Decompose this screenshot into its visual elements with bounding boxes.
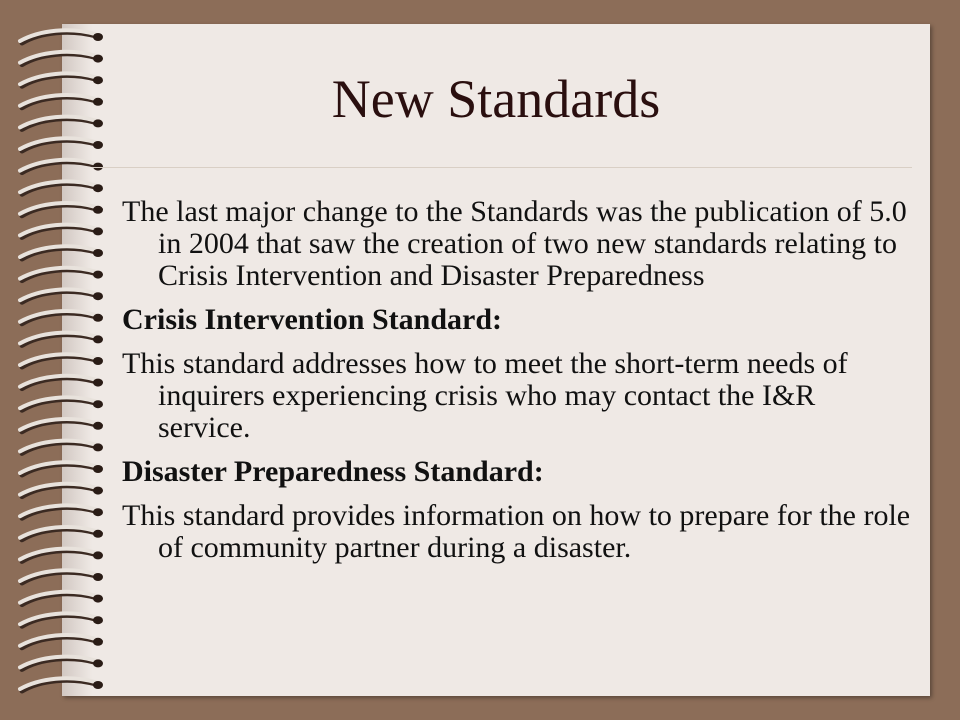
disaster-preparedness-text: This standard provides information on how to prepare for the role of community partner during a disaster. bbox=[122, 499, 911, 564]
spiral-ring bbox=[20, 52, 103, 65]
slide-title: New Standards bbox=[331, 69, 661, 129]
spiral-ring bbox=[20, 225, 103, 238]
spiral-ring bbox=[20, 549, 103, 562]
spiral-ring bbox=[20, 268, 103, 281]
spiral-ring bbox=[20, 397, 103, 410]
intro-paragraph: The last major change to the Standards was the publication of 5.0 in 2004 that saw the creation of two new standards relating to Crisis Intervention and Disaster Preparedness bbox=[122, 195, 907, 292]
spiral-ring bbox=[20, 613, 103, 626]
spiral-ring bbox=[20, 527, 103, 540]
spiral-ring bbox=[20, 354, 103, 367]
spiral-ring bbox=[20, 376, 103, 389]
crisis-intervention-text: This standard addresses how to meet the short-term needs of inquirers experiencing crisis who may contact the I&R service. bbox=[122, 347, 848, 444]
spiral-ring bbox=[20, 138, 103, 151]
disaster-preparedness-heading: Disaster Preparedness Standard: bbox=[122, 455, 544, 488]
spiral-ring bbox=[20, 289, 103, 302]
title-divider bbox=[92, 167, 912, 168]
spiral-ring bbox=[20, 657, 103, 670]
crisis-intervention-heading: Crisis Intervention Standard: bbox=[122, 303, 503, 336]
spiral-ring bbox=[20, 203, 103, 216]
spiral-ring bbox=[20, 181, 103, 194]
spiral-ring bbox=[20, 441, 103, 454]
spiral-ring bbox=[20, 246, 103, 259]
spiral-ring bbox=[20, 678, 103, 691]
spiral-ring bbox=[20, 635, 103, 648]
spiral-ring bbox=[20, 160, 103, 173]
spiral-ring bbox=[20, 419, 103, 432]
spiral-ring bbox=[20, 484, 103, 497]
spiral-ring bbox=[20, 570, 103, 583]
spiral-ring bbox=[20, 333, 103, 346]
slide-body bbox=[122, 196, 912, 576]
spiral-ring bbox=[20, 462, 103, 475]
spiral-ring bbox=[20, 592, 103, 605]
spiral-ring bbox=[20, 505, 103, 518]
spiral-ring bbox=[20, 30, 103, 43]
spiral-ring bbox=[20, 311, 103, 324]
